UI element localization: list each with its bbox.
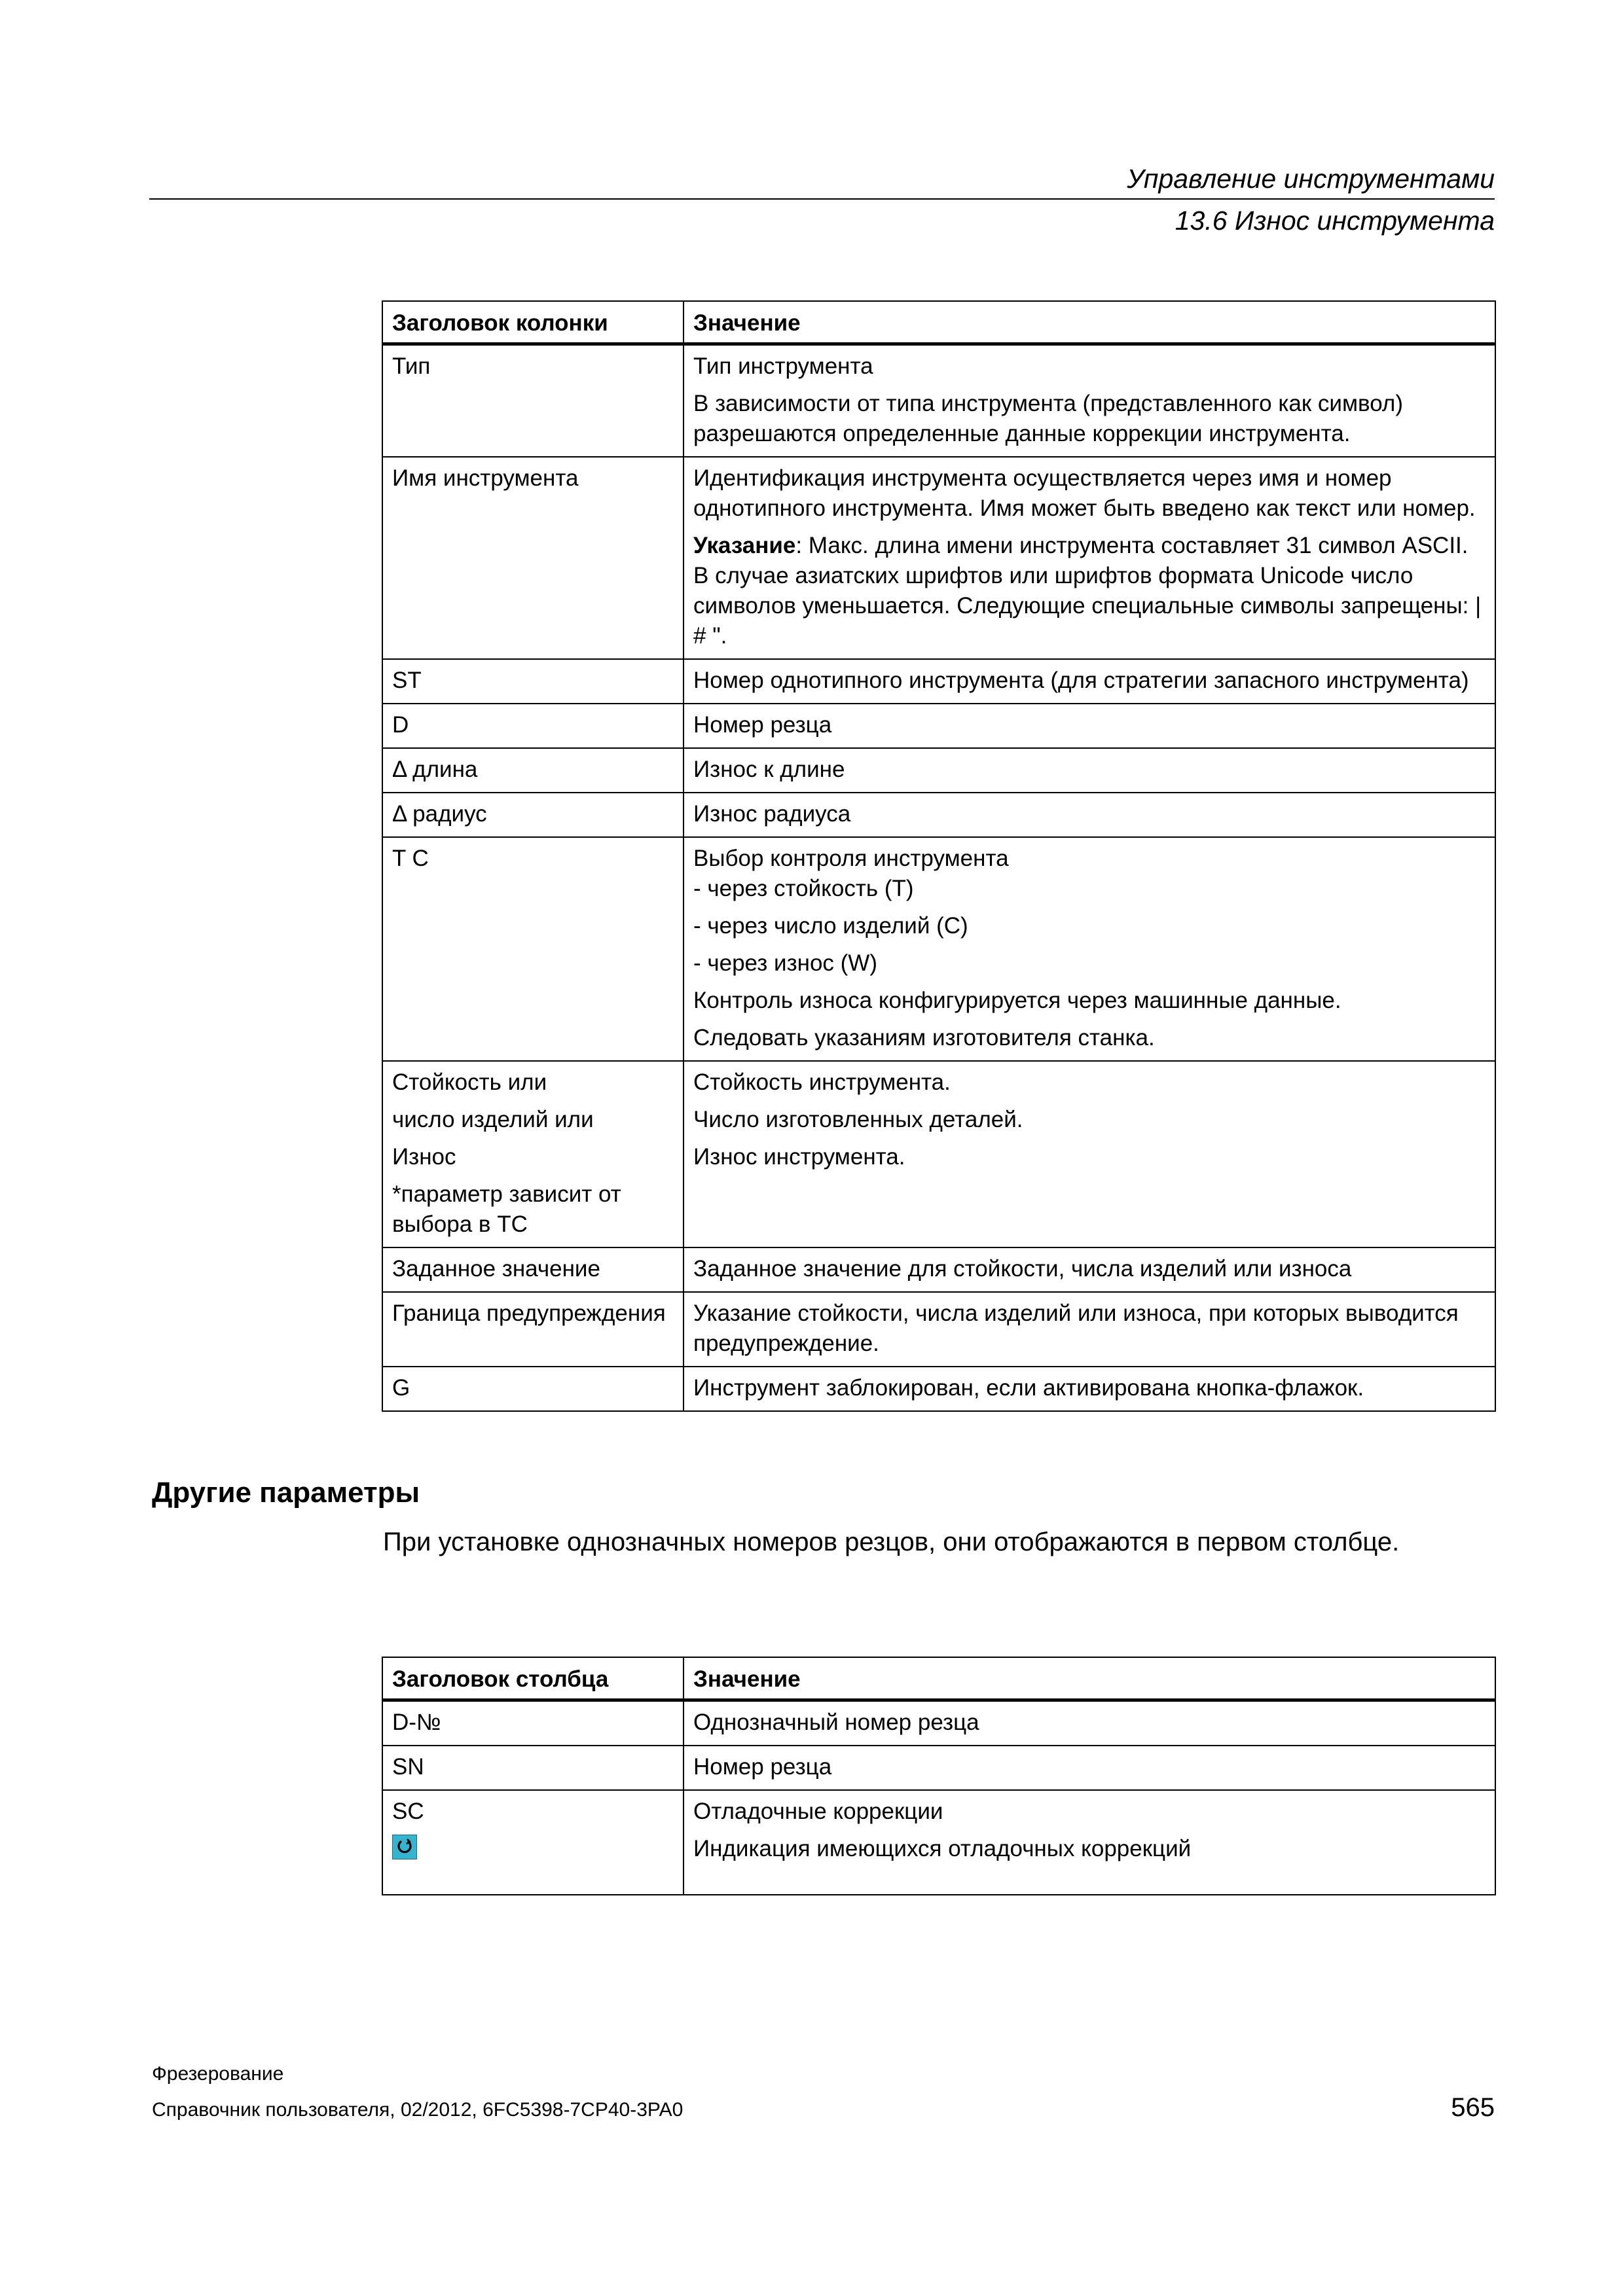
value-line: Износ инструмента. bbox=[693, 1144, 905, 1170]
key-line: T C bbox=[392, 846, 429, 871]
value-line: Заданное значение для стойкости, числа изделий или износа bbox=[693, 1256, 1352, 1282]
column-header-key: Заголовок колонки bbox=[382, 301, 684, 344]
value-line: Номер резца bbox=[693, 1754, 832, 1780]
row-value bbox=[684, 344, 1495, 457]
running-header-chapter: Управление инструментами bbox=[1127, 164, 1495, 194]
value-line: - через число изделий (C) bbox=[693, 913, 968, 939]
value-line: - через износ (W) bbox=[693, 950, 877, 976]
row-key: SN bbox=[382, 1746, 684, 1790]
column-header-value: Значение bbox=[684, 301, 1495, 344]
row-value bbox=[684, 793, 1495, 837]
row-key bbox=[382, 1292, 684, 1367]
table-row bbox=[382, 1247, 1495, 1292]
row-key bbox=[382, 659, 684, 704]
row-value bbox=[684, 1790, 1495, 1895]
row-value bbox=[684, 1247, 1495, 1292]
key-line: Стойкость или bbox=[392, 1069, 547, 1095]
row-key bbox=[382, 837, 684, 1061]
key-line: Заданное значение bbox=[392, 1256, 600, 1282]
row-key bbox=[382, 704, 684, 748]
note-paragraph bbox=[693, 531, 1486, 651]
row-value bbox=[684, 1367, 1495, 1411]
row-key bbox=[382, 457, 684, 659]
row-key bbox=[382, 793, 684, 837]
row-key: D-№ bbox=[382, 1700, 684, 1746]
value-line: Идентификация инструмента осуществляется через имя и номер однотипного инструмента. Имя может быть введено как текст или номер. bbox=[693, 465, 1476, 521]
value-line: Контроль износа конфигурируется через машинные данные. bbox=[693, 988, 1341, 1013]
key-line: ST bbox=[392, 668, 422, 693]
row-value bbox=[684, 1292, 1495, 1367]
table-row bbox=[382, 704, 1495, 748]
running-header-section: 13.6 Износ инструмента bbox=[1175, 206, 1495, 236]
value-line: Стойкость инструмента. bbox=[693, 1069, 951, 1095]
column-header-value: Значение bbox=[684, 1657, 1495, 1700]
value-line: Износ к длине bbox=[693, 757, 845, 782]
column-header-key: Заголовок столбца bbox=[382, 1657, 684, 1700]
header-rule bbox=[149, 198, 1495, 200]
value-line: Тип инструмента bbox=[693, 353, 873, 379]
key-line: Износ bbox=[392, 1144, 456, 1170]
table-row bbox=[382, 793, 1495, 837]
key-line: Граница предупреждения bbox=[392, 1300, 666, 1326]
debug-correction-icon bbox=[392, 1835, 417, 1859]
note-text: : Макс. длина имени инструмента составляет 31 символ ASCII. В случае азиатских шрифтов или шрифтов формата Unicode число символов уменьшается. Следующие специальные символы запрещены: | # ". bbox=[693, 533, 1482, 649]
key-line: SC bbox=[392, 1799, 424, 1824]
row-key bbox=[382, 1247, 684, 1292]
key-line: G bbox=[392, 1375, 410, 1401]
table-header-row bbox=[382, 1657, 1495, 1700]
value-line: Указание стойкости, числа изделий или износа, при которых выводится предупреждение. bbox=[693, 1300, 1459, 1356]
tool-wear-columns-table bbox=[382, 300, 1496, 1412]
value-line: Число изготовленных деталей. bbox=[693, 1107, 1023, 1132]
value-line: Однозначный номер резца bbox=[693, 1710, 979, 1735]
key-line: Δ длина bbox=[392, 757, 478, 782]
other-params-table bbox=[382, 1657, 1496, 1895]
key-line: число изделий или bbox=[392, 1107, 594, 1132]
key-line: Δ радиус bbox=[392, 801, 487, 827]
table-row bbox=[382, 1367, 1495, 1411]
section-intro: При установке однозначных номеров резцов, они отображаются в первом столбце. bbox=[383, 1528, 1400, 1556]
row-key bbox=[382, 344, 684, 457]
value-line: В зависимости от типа инструмента (представленного как символ) разрешаются определенные данные коррекции инструмента. bbox=[693, 391, 1404, 446]
footer-product: Фрезерование bbox=[152, 2063, 284, 2085]
value-line: Износ радиуса bbox=[693, 801, 851, 827]
table-row bbox=[382, 837, 1495, 1061]
section-heading: Другие параметры bbox=[152, 1477, 420, 1509]
table-row bbox=[382, 1790, 1495, 1895]
value-line: - через стойкость (T) bbox=[693, 876, 914, 901]
row-value bbox=[684, 1061, 1495, 1247]
value-line: Следовать указаниям изготовителя станка. bbox=[693, 1025, 1155, 1050]
key-line: *параметр зависит от выбора в TC bbox=[392, 1181, 621, 1237]
value-line: Инструмент заблокирован, если активирована кнопка-флажок. bbox=[693, 1375, 1364, 1401]
row-key bbox=[382, 1367, 684, 1411]
row-key bbox=[382, 1061, 684, 1247]
table-row bbox=[382, 659, 1495, 704]
row-value bbox=[684, 748, 1495, 793]
footer-manual-info: Справочник пользователя, 02/2012, 6FC5398-7CP40-3PA0 bbox=[152, 2099, 684, 2121]
table-row bbox=[382, 1700, 1495, 1746]
key-line: Имя инструмента bbox=[392, 465, 579, 491]
table-row bbox=[382, 1746, 1495, 1790]
value-line: Индикация имеющихся отладочных коррекций bbox=[693, 1836, 1192, 1861]
value-line: Выбор контроля инструмента bbox=[693, 846, 1009, 871]
table-row bbox=[382, 748, 1495, 793]
row-value bbox=[684, 1746, 1495, 1790]
row-value bbox=[684, 704, 1495, 748]
table-row bbox=[382, 344, 1495, 457]
value-line: Номер резца bbox=[693, 712, 832, 738]
table-row bbox=[382, 1061, 1495, 1247]
page-number: 565 bbox=[1451, 2093, 1495, 2122]
value-line: Номер однотипного инструмента (для стратегии запасного инструмента) bbox=[693, 668, 1469, 693]
table-row bbox=[382, 457, 1495, 659]
row-key bbox=[382, 748, 684, 793]
table-header-row bbox=[382, 301, 1495, 344]
note-label: Указание bbox=[693, 533, 796, 558]
row-value bbox=[684, 457, 1495, 659]
table-row bbox=[382, 1292, 1495, 1367]
row-key bbox=[382, 1790, 684, 1895]
row-value bbox=[684, 659, 1495, 704]
key-line: D bbox=[392, 712, 409, 738]
value-line: Отладочные коррекции bbox=[693, 1799, 943, 1824]
row-value bbox=[684, 1700, 1495, 1746]
key-line: Тип bbox=[392, 353, 431, 379]
row-value bbox=[684, 837, 1495, 1061]
